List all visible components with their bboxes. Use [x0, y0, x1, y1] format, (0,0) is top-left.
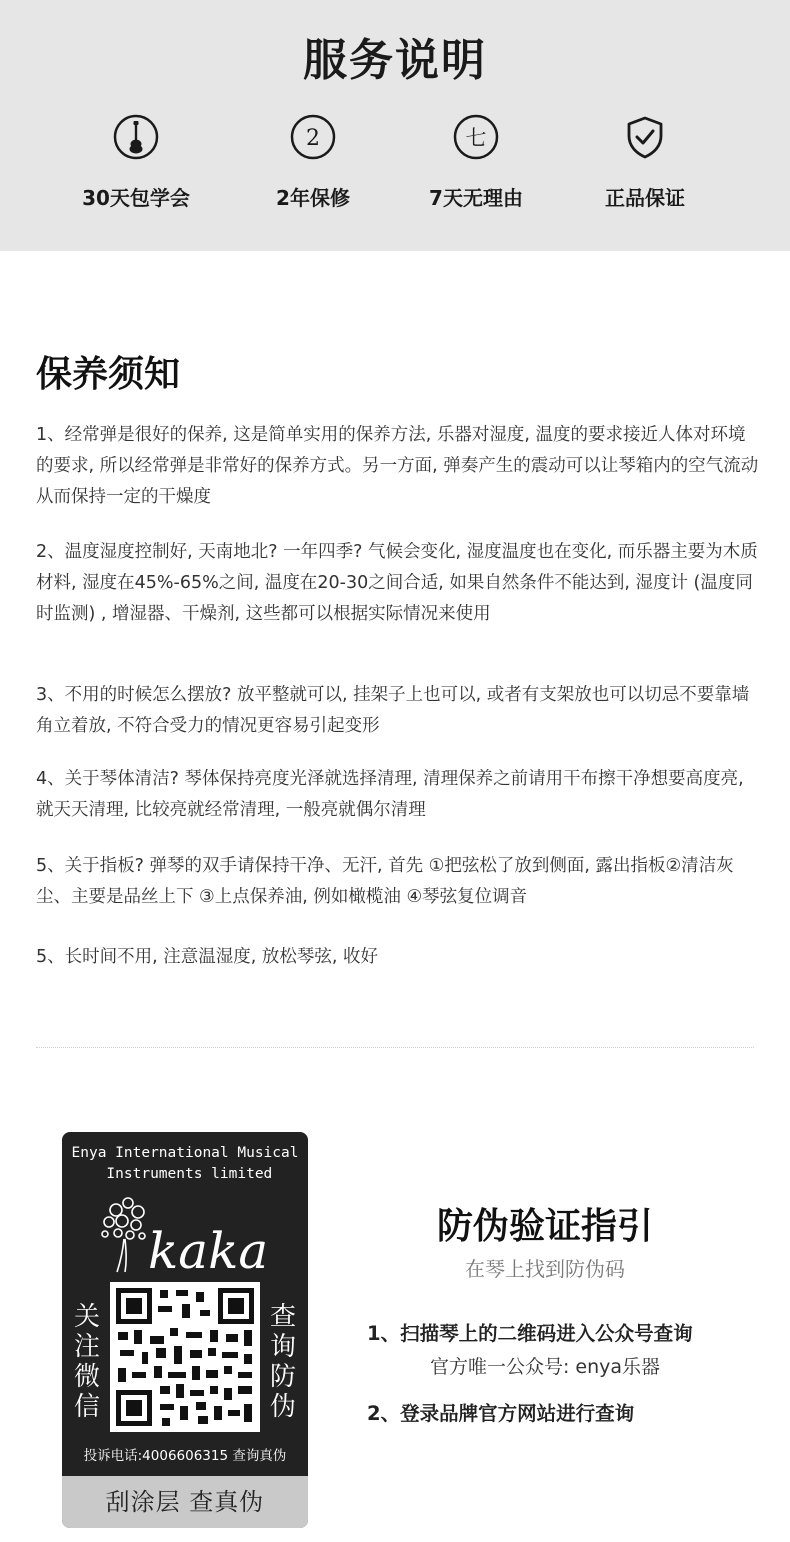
service-item-learn — [56, 114, 216, 211]
qr-code[interactable] — [110, 1282, 260, 1432]
service-item-return — [396, 114, 556, 211]
guide-title: 防伪验证指引 — [436, 1206, 653, 1247]
care-title: 保养须知 — [36, 354, 181, 395]
seven-glyph: 七 — [465, 126, 487, 150]
service-item-genuine — [565, 114, 725, 211]
guide-step-2: 2、登录品牌官方网站进行查询 — [367, 1402, 635, 1425]
care-paragraph: 2、温度湿度控制好, 天南地北? 一年四季? 气候会变化, 湿度温度也在变化, 而乐器主要为木质材料, 湿度在45%-65%之间, 温度在20-30之间合适, 如果自然条件不能达到, 湿度计 (温度同时监测) , 增湿器、干燥剂, 这些都可以根据实际情况来使用 — [36, 542, 758, 624]
official-account-note: 官方唯一公众号: enya乐器 — [429, 1356, 661, 1378]
service-label: 7天无理由 — [429, 186, 523, 210]
care-paragraph: 3、不用的时候怎么摆放? 放平整就可以, 挂架子上也可以, 或者有支架放也可以切忌不要靠墙角立着放, 不符合受力的情况更容易引起变形 — [36, 685, 750, 736]
service-title: 服务说明 — [303, 35, 487, 86]
brand-name: kaka — [148, 1222, 269, 1276]
service-label: 30天包学会 — [82, 186, 190, 210]
seven-circle-icon — [453, 114, 499, 160]
company-name: Enya International Musical Instruments limited — [71, 1145, 299, 1182]
two-circle-icon — [290, 114, 336, 160]
guide-step-1: 1、扫描琴上的二维码进入公众号查询 — [367, 1322, 693, 1345]
complaint-phone: 投诉电话:4006606315 查询真伪 — [83, 1448, 287, 1464]
anti-counterfeit-label — [62, 1132, 308, 1528]
guide-subtitle: 在琴上找到防伪码 — [465, 1257, 625, 1281]
scratch-panel[interactable]: 刮涂层 查真伪 — [62, 1476, 308, 1528]
check-authenticity-text: 查询防伪 — [269, 1302, 296, 1422]
shield-check-icon — [622, 114, 668, 160]
service-section — [0, 0, 790, 251]
kaka-logo — [96, 1194, 276, 1276]
guitar-icon — [113, 114, 159, 160]
follow-wechat-text: 关注微信 — [73, 1302, 100, 1422]
care-paragraph: 4、关于琴体清洁? 琴体保持亮度光泽就选择清理, 清理保养之前请用干布擦干净想要高度亮, 就天天清理, 比较亮就经常清理, 一般亮就偶尔清理 — [36, 769, 744, 820]
service-label: 正品保证 — [605, 186, 685, 210]
care-paragraph: 5、长时间不用, 注意温湿度, 放松琴弦, 收好 — [36, 947, 379, 967]
care-paragraph: 5、关于指板? 弹琴的双手请保持干净、无汗, 首先 ①把弦松了放到侧面, 露出指板②清洁灰尘、主要是品丝上下 ③上点保养油, 例如橄榄油 ④琴弦复位调音 — [36, 856, 734, 907]
care-paragraph: 1、经常弹是很好的保养, 这是简单实用的保养方法, 乐器对湿度, 温度的要求接近人体对环境的要求, 所以经常弹是非常好的保养方式。另一方面, 弹奏产生的震动可以让琴箱内的空气流动从而保持一定的干燥度 — [36, 425, 759, 507]
service-item-warranty — [233, 114, 393, 211]
section-divider — [36, 1047, 754, 1048]
service-label: 2年保修 — [276, 186, 350, 210]
qr-code-image — [110, 1282, 260, 1432]
two-glyph: 2 — [306, 126, 320, 151]
